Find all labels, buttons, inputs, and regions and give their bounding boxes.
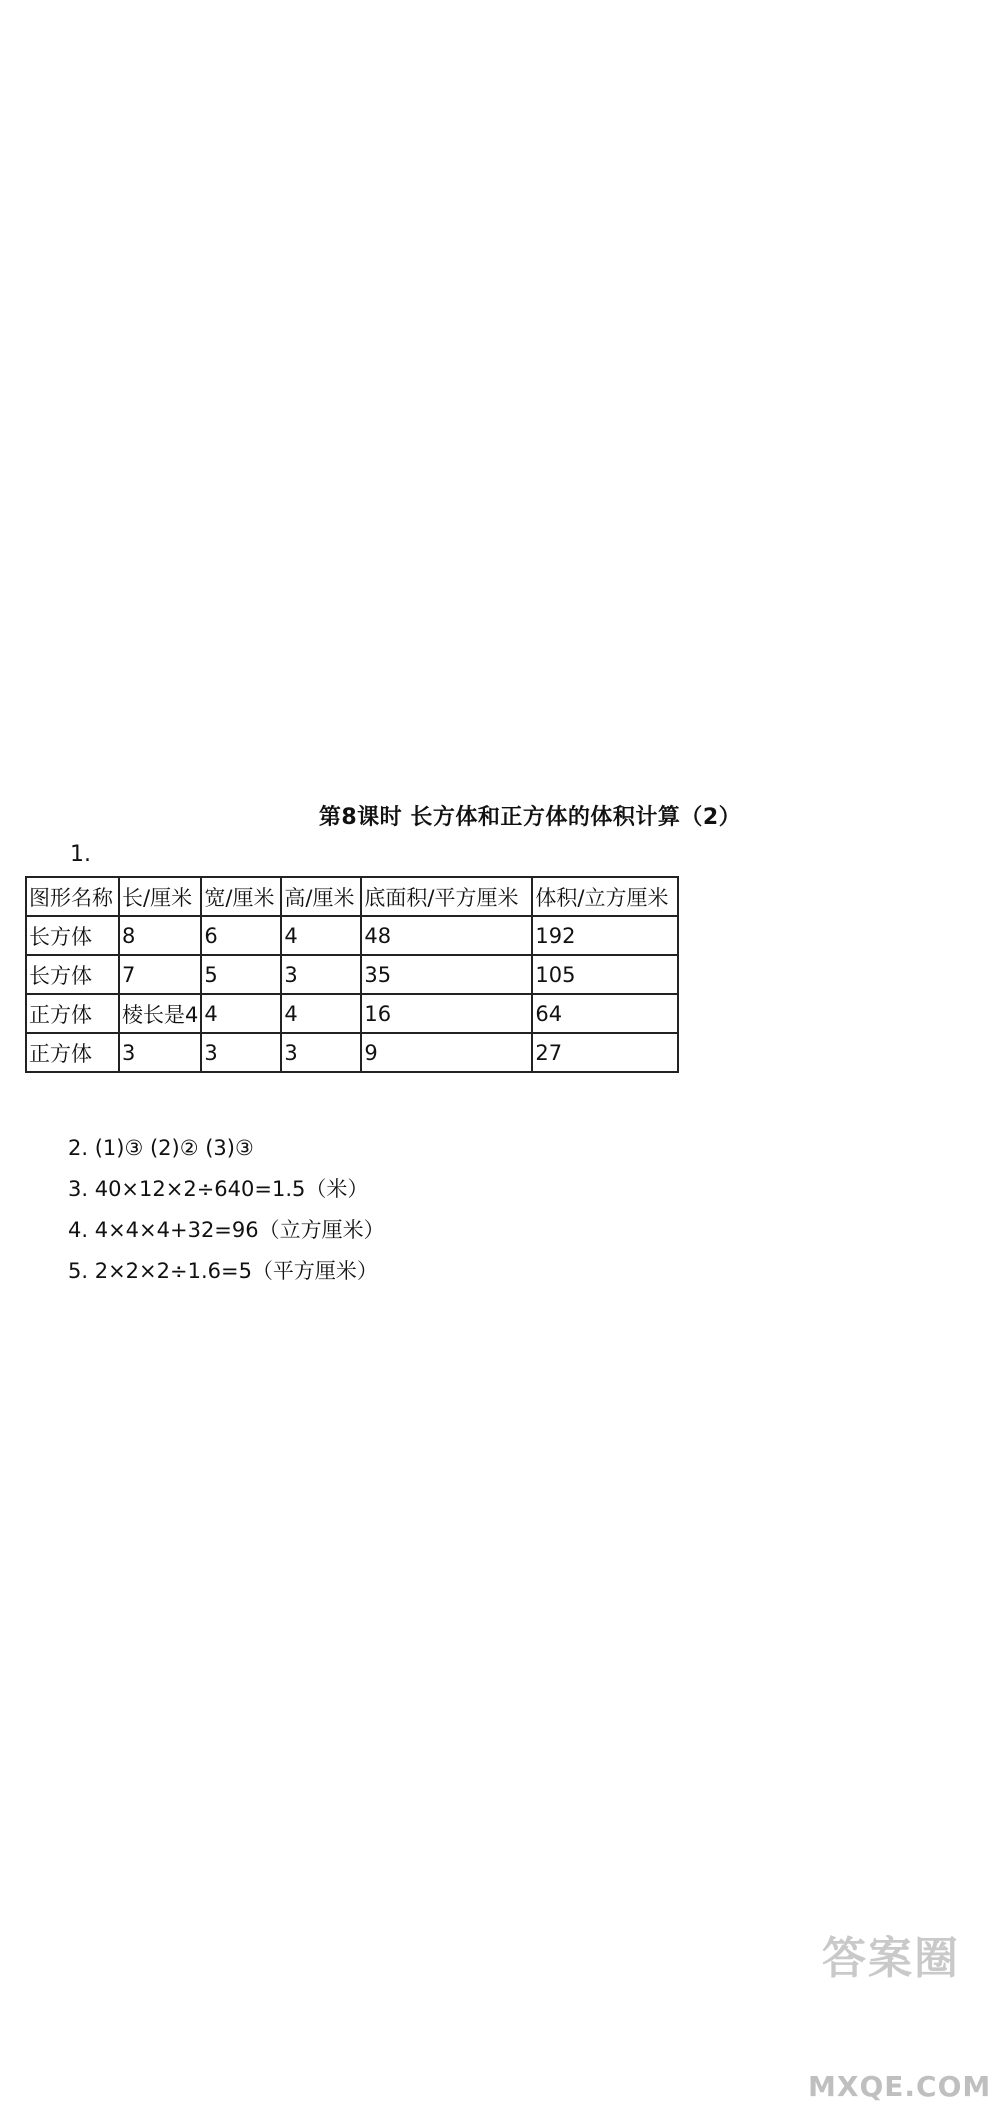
answer-line: 4. 4×4×4+32=96（立方厘米） [68, 1218, 385, 1242]
table-cell: 48 [361, 916, 532, 955]
table-cell: 正方体 [26, 1033, 119, 1072]
header-cell: 体积/立方厘米 [532, 877, 678, 916]
answer-line: 3. 40×12×2÷640=1.5（米） [68, 1177, 369, 1201]
table-cell: 16 [361, 994, 532, 1033]
table-cell: 3 [201, 1033, 281, 1072]
table-cell: 3 [281, 955, 361, 994]
table-cell: 8 [119, 916, 201, 955]
header-cell: 宽/厘米 [201, 877, 281, 916]
table-cell: 9 [361, 1033, 532, 1072]
table-row [26, 994, 678, 1033]
table-cell: 正方体 [26, 994, 119, 1033]
table-cell: 棱长是4 [119, 994, 201, 1033]
watermark-top-text: 答案圈 [822, 1933, 960, 1984]
table-cell: 长方体 [26, 955, 119, 994]
watermark-logo [808, 1922, 998, 2122]
answer-line: 2. (1)③ (2)② (3)③ [68, 1136, 254, 1160]
table-cell: 64 [532, 994, 678, 1033]
table-cell: 4 [201, 994, 281, 1033]
table-cell: 7 [119, 955, 201, 994]
answers-list [68, 1128, 385, 1292]
table-cell: 4 [281, 994, 361, 1033]
header-cell: 高/厘米 [281, 877, 361, 916]
header-cell: 长/厘米 [119, 877, 201, 916]
table-cell: 105 [532, 955, 678, 994]
watermark-bottom-text: MXQE.COM [808, 2070, 992, 2103]
table-row [26, 916, 678, 955]
table-cell: 长方体 [26, 916, 119, 955]
table-cell: 6 [201, 916, 281, 955]
table-cell: 3 [281, 1033, 361, 1072]
answer-line: 5. 2×2×2÷1.6=5（平方厘米） [68, 1259, 378, 1283]
table-cell: 4 [281, 916, 361, 955]
table-cell: 192 [532, 916, 678, 955]
table-cell: 35 [361, 955, 532, 994]
question-1-label: 1. [70, 842, 91, 867]
header-cell: 底面积/平方厘米 [361, 877, 532, 916]
table-row [26, 1033, 678, 1072]
table-cell: 5 [201, 955, 281, 994]
answer-table [25, 876, 679, 1073]
table-cell: 27 [532, 1033, 678, 1072]
table-row [26, 955, 678, 994]
table-header-row [26, 877, 678, 916]
header-cell: 图形名称 [26, 877, 119, 916]
lesson-title: 第8课时 长方体和正方体的体积计算（2） [318, 805, 742, 830]
table-cell: 3 [119, 1033, 201, 1072]
